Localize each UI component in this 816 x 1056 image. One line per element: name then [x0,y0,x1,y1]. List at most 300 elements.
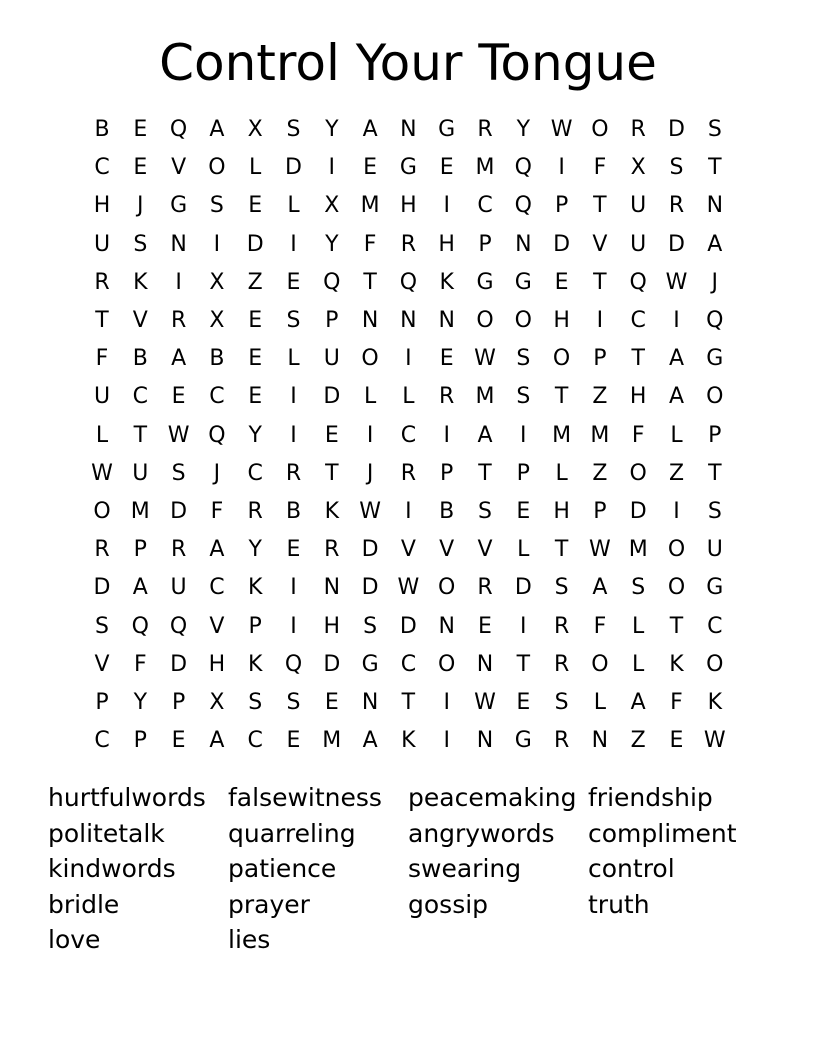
grid-cell[interactable]: N [400,308,417,333]
grid-cell[interactable]: I [213,231,221,257]
grid-cell[interactable]: S [286,690,301,715]
grid-cell[interactable]: E [363,155,378,181]
grid-cell[interactable]: M [130,499,150,524]
grid-cell[interactable]: E [554,269,569,295]
grid-cell[interactable]: Y [248,422,262,448]
grid-cell[interactable]: S [478,499,492,524]
grid-cell[interactable]: G [706,346,724,372]
grid-cell[interactable]: I [175,269,182,295]
grid-cell[interactable]: I [443,422,450,448]
grid-cell[interactable]: U [170,575,187,601]
word-bank-item: swearing [408,854,522,883]
grid-cell[interactable]: E [248,193,263,219]
grid-cell[interactable]: C [630,308,646,333]
grid-cell[interactable]: P [593,499,607,524]
grid-cell[interactable]: L [632,613,645,639]
grid-cell[interactable]: X [247,117,263,142]
grid-cell[interactable]: D [323,384,341,410]
grid-cell[interactable]: N [515,231,532,257]
grid-cell[interactable]: S [209,193,224,219]
grid-cell[interactable]: S [631,575,646,601]
grid-cell[interactable]: H [438,231,455,257]
grid-cell[interactable]: G [399,155,417,181]
grid-cell[interactable]: I [366,422,374,448]
grid-cell[interactable]: W [589,537,611,563]
grid-cell[interactable]: C [247,728,263,754]
grid-cell[interactable]: I [328,155,336,181]
grid-cell[interactable]: E [439,346,454,372]
grid-cell[interactable]: M [590,422,610,448]
grid-cell[interactable]: E [516,690,531,715]
grid-cell[interactable]: P [95,690,109,715]
grid-cell[interactable]: D [399,613,417,639]
grid-cell[interactable]: R [668,193,685,219]
grid-cell[interactable]: P [325,308,339,333]
grid-cell[interactable]: Z [668,460,685,486]
grid-cell[interactable]: L [517,537,530,563]
grid-cell[interactable]: T [516,651,531,677]
grid-cell[interactable]: U [93,384,111,410]
grid-cell[interactable]: W [397,575,420,601]
grid-cell[interactable]: R [477,575,493,601]
grid-cell[interactable]: O [591,117,609,142]
grid-cell[interactable]: N [476,651,494,677]
grid-cell[interactable]: F [210,499,224,524]
grid-cell[interactable]: C [209,575,225,601]
grid-cell[interactable]: L [287,346,300,372]
grid-cell[interactable]: I [405,499,412,524]
grid-cell[interactable]: Z [592,460,608,486]
grid-cell[interactable]: V [132,308,148,333]
grid-cell[interactable]: N [400,117,417,142]
grid-cell[interactable]: D [553,231,571,257]
grid-cell[interactable]: U [323,346,340,372]
grid-cell[interactable]: Y [325,231,339,257]
grid-cell[interactable]: T [669,613,684,639]
grid-cell[interactable]: S [516,346,531,372]
grid-cell[interactable]: S [286,117,301,142]
grid-cell[interactable]: A [668,384,685,410]
grid-cell[interactable]: E [286,728,301,754]
grid-cell[interactable]: I [673,308,680,333]
grid-cell[interactable]: I [673,499,680,524]
grid-cell[interactable]: Q [629,269,647,295]
grid-cell[interactable]: F [95,346,109,372]
grid-cell[interactable]: C [400,651,417,677]
grid-cell[interactable]: Y [516,117,531,142]
grid-cell[interactable]: E [478,613,492,639]
grid-cell[interactable]: D [170,651,188,677]
grid-cell[interactable]: K [247,575,263,601]
grid-cell[interactable]: U [630,193,647,219]
grid-cell[interactable]: K [324,499,340,524]
grid-cell[interactable]: E [133,117,148,142]
grid-cell[interactable]: A [209,728,225,754]
grid-cell[interactable]: Y [133,690,148,715]
grid-cell[interactable]: F [133,651,147,677]
grid-cell[interactable]: R [553,651,570,677]
grid-cell[interactable]: D [361,537,379,563]
grid-cell[interactable]: K [669,651,684,677]
grid-cell[interactable]: P [248,613,262,639]
grid-cell[interactable]: A [209,537,225,563]
word-bank-item: compliment [588,818,737,848]
grid-cell[interactable]: L [555,460,568,486]
grid-cell[interactable]: W [665,269,688,295]
grid-cell[interactable]: N [361,308,379,333]
grid-cell[interactable]: B [439,499,455,524]
grid-cell[interactable]: Q [169,613,188,639]
grid-cell[interactable]: S [171,460,186,486]
grid-cell[interactable]: T [593,193,607,219]
grid-cell[interactable]: A [132,575,148,601]
grid-cell[interactable]: I [290,575,297,601]
grid-cell[interactable]: N [438,308,455,333]
grid-cell[interactable]: C [400,422,417,448]
grid-cell[interactable]: E [324,690,339,715]
grid-cell[interactable]: O [667,537,686,563]
page-title: Control Your Tongue [159,34,657,92]
grid-cell[interactable]: E [171,728,186,754]
word-bank-item: quarreling [228,818,356,848]
grid-cell[interactable]: F [670,690,683,715]
grid-cell[interactable]: E [248,346,263,372]
grid-cell[interactable]: L [593,690,607,715]
grid-cell[interactable]: J [213,460,221,486]
grid-cell[interactable]: R [400,231,417,257]
grid-cell[interactable]: G [170,193,188,219]
grid-cell[interactable]: N [706,193,724,219]
grid-cell[interactable]: B [132,346,148,372]
grid-cell[interactable]: D [668,231,685,257]
grid-cell[interactable]: G [476,269,494,295]
grid-cell[interactable]: O [93,499,111,524]
grid-cell[interactable]: B [285,499,302,524]
grid-cell[interactable]: A [707,231,723,257]
grid-cell[interactable]: T [554,384,569,410]
grid-cell[interactable]: W [474,690,496,715]
grid-cell[interactable]: P [708,422,722,448]
grid-cell[interactable]: D [668,117,685,142]
word-bank-item: falsewitness [228,783,382,812]
grid-cell[interactable]: C [94,155,110,181]
grid-cell[interactable]: I [520,613,527,639]
grid-cell[interactable]: E [133,155,148,181]
grid-cell[interactable]: J [366,460,374,486]
grid-cell[interactable]: W [550,117,573,142]
grid-cell[interactable]: R [553,613,570,639]
grid-cell[interactable]: E [171,384,186,410]
grid-cell[interactable]: O [438,575,456,601]
grid-cell[interactable]: R [439,384,455,410]
grid-cell[interactable]: E [516,499,531,524]
grid-cell[interactable]: A [209,117,225,142]
grid-cell[interactable]: X [630,155,646,181]
grid-cell[interactable]: V [94,651,110,677]
grid-cell[interactable]: O [438,651,456,677]
grid-cell[interactable]: X [324,193,340,219]
grid-cell[interactable]: R [553,728,570,754]
word-bank-item: kindwords [48,854,176,883]
grid-cell[interactable]: A [592,575,608,601]
grid-cell[interactable]: R [630,117,646,142]
grid-cell[interactable]: Y [248,537,262,563]
grid-cell[interactable]: M [475,155,495,181]
grid-cell[interactable]: R [170,537,187,563]
grid-cell[interactable]: T [133,422,148,448]
grid-cell[interactable]: R [94,269,110,295]
grid-cell[interactable]: I [290,613,297,639]
word-bank-item: lies [228,925,271,954]
grid-cell[interactable]: Z [592,384,608,410]
grid-cell[interactable]: D [170,499,188,524]
grid-cell[interactable]: B [94,117,110,142]
grid-cell[interactable]: C [707,613,723,639]
grid-cell[interactable]: S [363,613,378,639]
grid-cell[interactable]: F [593,155,607,181]
grid-cell[interactable]: P [516,460,530,486]
grid-cell[interactable]: R [400,460,417,486]
grid-cell[interactable]: E [439,155,454,181]
grid-cell[interactable]: U [630,231,647,257]
grid-cell[interactable]: E [248,384,263,410]
grid-cell[interactable]: P [478,231,492,257]
grid-cell[interactable]: I [558,155,565,181]
grid-cell[interactable]: N [323,575,341,601]
grid-cell[interactable]: R [285,460,302,486]
grid-cell[interactable]: S [554,575,569,601]
grid-cell[interactable]: T [554,537,569,563]
grid-cell[interactable]: V [209,613,225,639]
grid-cell[interactable]: N [438,613,455,639]
grid-cell[interactable]: Q [399,269,418,295]
grid-cell[interactable]: S [133,231,148,257]
grid-cell[interactable]: Q [169,117,188,142]
grid-cell[interactable]: R [247,499,263,524]
grid-cell[interactable]: M [628,537,648,563]
grid-cell[interactable]: G [438,117,456,142]
grid-cell[interactable]: C [247,460,263,486]
grid-cell[interactable]: S [516,384,531,410]
grid-cell[interactable]: Q [131,613,149,639]
grid-cell[interactable]: P [440,460,454,486]
grid-cell[interactable]: Q [323,269,341,295]
grid-cell[interactable]: Q [208,422,226,448]
grid-cell[interactable]: E [324,422,339,448]
word-bank-item: angrywords [408,818,555,848]
grid-cell[interactable]: F [631,422,645,448]
letter-grid[interactable] [83,111,733,761]
grid-cell[interactable]: H [208,651,226,677]
grid-cell[interactable]: W [167,422,190,448]
grid-cell[interactable]: Z [630,728,646,754]
grid-cell[interactable]: Z [247,269,263,295]
grid-cell[interactable]: X [209,690,225,715]
grid-cell[interactable]: V [477,537,493,563]
grid-cell[interactable]: M [552,422,572,448]
grid-cell[interactable]: L [249,155,262,181]
grid-cell[interactable]: T [95,308,109,333]
grid-cell[interactable]: G [514,269,532,295]
grid-cell[interactable]: Y [325,117,339,142]
grid-cell[interactable]: I [443,193,450,219]
word-bank-item: control [588,854,675,883]
grid-cell[interactable]: W [359,499,381,524]
grid-cell[interactable]: S [248,690,263,715]
grid-cell[interactable]: S [95,613,109,639]
grid-cell[interactable]: Q [706,308,724,333]
grid-cell[interactable]: R [94,537,110,563]
grid-cell[interactable]: X [209,269,225,295]
grid-cell[interactable]: T [363,269,377,295]
grid-cell[interactable]: H [553,499,570,524]
grid-cell[interactable]: L [363,384,377,410]
grid-cell[interactable]: M [475,384,495,410]
grid-cell[interactable]: A [668,346,685,372]
grid-cell[interactable]: V [592,231,608,257]
grid-cell[interactable]: U [706,537,723,563]
grid-cell[interactable]: S [554,690,569,715]
grid-cell[interactable]: O [667,575,686,601]
grid-cell[interactable]: C [132,384,148,410]
grid-cell[interactable]: O [476,308,494,333]
grid-cell[interactable]: O [591,651,609,677]
grid-cell[interactable]: A [362,117,378,142]
grid-cell[interactable]: M [360,193,380,219]
grid-cell[interactable]: K [247,651,263,677]
grid-cell[interactable]: I [290,384,297,410]
grid-cell[interactable]: T [593,269,607,295]
grid-cell[interactable]: L [632,651,645,677]
grid-cell[interactable]: S [286,308,301,333]
grid-cell[interactable]: E [248,308,263,333]
grid-cell[interactable]: N [476,728,494,754]
grid-cell[interactable]: O [706,384,724,410]
grid-cell[interactable]: A [477,422,493,448]
grid-cell[interactable]: D [323,651,341,677]
grid-cell[interactable]: J [711,269,719,295]
grid-cell[interactable]: X [209,308,225,333]
grid-cell[interactable]: A [630,690,646,715]
grid-cell[interactable]: N [361,690,379,715]
grid-cell[interactable]: P [593,346,607,372]
grid-cell[interactable]: A [171,346,187,372]
grid-cell[interactable]: A [362,728,378,754]
grid-cell[interactable]: I [443,728,450,754]
grid-cell[interactable]: T [325,460,339,486]
grid-cell[interactable]: P [133,537,147,563]
grid-cell[interactable]: D [629,499,647,524]
grid-cell[interactable]: L [670,422,683,448]
grid-cell[interactable]: M [322,728,342,754]
grid-cell[interactable]: V [439,537,455,563]
grid-cell[interactable]: T [631,346,645,372]
grid-cell[interactable]: N [170,231,187,257]
grid-cell[interactable]: P [171,690,186,715]
grid-cell[interactable]: L [287,193,300,219]
grid-cell[interactable]: I [520,422,527,448]
grid-cell[interactable]: O [629,460,647,486]
grid-cell[interactable]: I [596,308,604,333]
grid-cell[interactable]: Q [514,193,532,219]
grid-cell[interactable]: H [629,384,647,410]
grid-cell[interactable]: S [707,499,722,524]
grid-cell[interactable]: R [477,117,493,142]
word-bank-item: love [48,925,101,954]
grid-cell[interactable]: F [363,231,377,257]
grid-cell[interactable]: S [669,155,684,181]
grid-cell[interactable]: O [361,346,379,372]
grid-cell[interactable]: R [324,537,340,563]
grid-cell[interactable]: I [443,690,450,715]
grid-cell[interactable]: H [400,193,417,219]
grid-cell[interactable]: O [552,346,571,372]
grid-cell[interactable]: N [591,728,609,754]
grid-cell[interactable]: D [514,575,532,601]
grid-cell[interactable]: I [290,231,297,257]
grid-cell[interactable]: U [93,231,111,257]
grid-cell[interactable]: T [478,460,492,486]
grid-cell[interactable]: O [706,651,724,677]
grid-cell[interactable]: H [93,193,111,219]
grid-cell[interactable]: L [95,422,109,448]
grid-cell[interactable]: Q [514,155,532,181]
grid-cell[interactable]: O [514,308,532,333]
grid-cell[interactable]: J [137,193,144,219]
grid-cell[interactable]: B [209,346,225,372]
grid-cell[interactable]: W [91,460,113,486]
grid-cell[interactable]: P [554,193,569,219]
grid-cell[interactable]: T [708,155,722,181]
grid-cell[interactable]: V [400,537,416,563]
grid-cell[interactable]: E [669,728,684,754]
grid-cell[interactable]: T [708,460,722,486]
grid-cell[interactable]: C [94,728,110,754]
grid-cell[interactable]: O [208,155,226,181]
grid-cell[interactable]: D [93,575,111,601]
grid-cell[interactable]: W [703,728,726,754]
grid-cell[interactable]: K [707,690,723,715]
grid-cell[interactable]: K [439,269,454,295]
grid-cell[interactable]: E [286,537,301,563]
grid-cell[interactable]: I [290,422,297,448]
grid-cell[interactable]: T [401,690,416,715]
grid-cell[interactable]: H [553,308,570,333]
grid-cell[interactable]: K [133,269,148,295]
grid-cell[interactable]: C [209,384,225,410]
grid-cell[interactable]: S [707,117,722,142]
grid-cell[interactable]: Q [284,651,303,677]
grid-cell[interactable]: G [514,728,532,754]
grid-cell[interactable]: V [171,155,187,181]
grid-cell[interactable]: W [474,346,496,372]
grid-cell[interactable]: D [246,231,264,257]
grid-cell[interactable]: R [170,308,187,333]
grid-cell[interactable]: D [285,155,302,181]
grid-cell[interactable]: I [405,346,412,372]
grid-cell[interactable]: D [361,575,379,601]
grid-cell[interactable]: H [323,613,341,639]
grid-cell[interactable]: L [402,384,415,410]
grid-cell[interactable]: E [286,269,301,295]
grid-cell[interactable]: U [132,460,149,486]
grid-cell[interactable]: P [133,728,147,754]
grid-cell[interactable]: G [706,575,724,601]
grid-cell[interactable]: C [477,193,493,219]
grid-cell[interactable]: G [361,651,379,677]
grid-cell[interactable]: F [593,613,607,639]
grid-cell[interactable]: K [401,728,416,754]
